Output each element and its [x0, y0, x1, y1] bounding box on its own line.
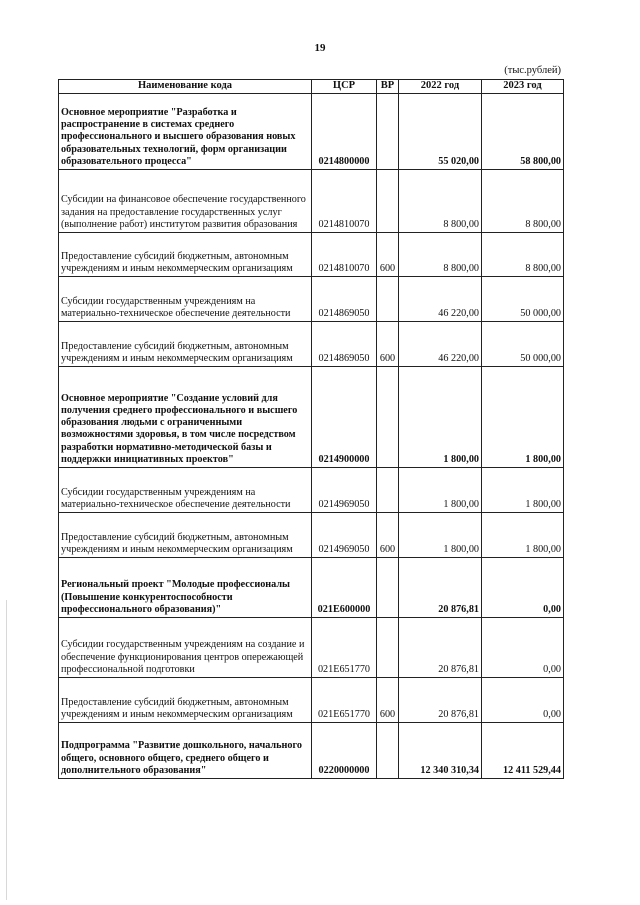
- row-2022: 20 876,81: [399, 558, 482, 618]
- row-name: Предоставление субсидий бюджетным, автономным учреждениям и иным некоммерческим организациям: [59, 678, 312, 723]
- row-2023: 1 800,00: [482, 367, 564, 468]
- table-row: [59, 170, 564, 233]
- header-name: Наименование кода: [59, 80, 312, 94]
- row-csr: 0214810070: [312, 170, 377, 233]
- row-2023: 58 800,00: [482, 94, 564, 170]
- row-name: Предоставление субсидий бюджетным, автономным учреждениям и иным некоммерческим организациям: [59, 513, 312, 558]
- row-name: Предоставление субсидий бюджетным, автономным учреждениям и иным некоммерческим организациям: [59, 322, 312, 367]
- row-2022: 8 800,00: [399, 233, 482, 277]
- table-row: [59, 513, 564, 558]
- row-vr: [377, 94, 399, 170]
- row-vr: 600: [377, 678, 399, 723]
- table-row: [59, 94, 564, 170]
- row-2023: 8 800,00: [482, 233, 564, 277]
- row-vr: 600: [377, 513, 399, 558]
- row-name: Субсидии государственным учреждениям на материально-техническое обеспечение деятельности: [59, 277, 312, 322]
- row-name: Предоставление субсидий бюджетным, автономным учреждениям и иным некоммерческим организациям: [59, 233, 312, 277]
- row-2022: 1 800,00: [399, 513, 482, 558]
- table-row: [59, 233, 564, 277]
- row-name: Субсидии на финансовое обеспечение государственного задания на предоставление государственных услуг (выполнение работ) институтом развития образования: [59, 170, 312, 233]
- row-csr: 0214869050: [312, 322, 377, 367]
- page-number: 19: [314, 42, 326, 54]
- row-2023: 1 800,00: [482, 468, 564, 513]
- row-2022: 46 220,00: [399, 277, 482, 322]
- row-name: Основное мероприятие "Разработка и распространение в системах среднего профессионального и высшего образования новых образовательных технологий, форм организации образовательного процесса": [59, 94, 312, 170]
- row-2023: 12 411 529,44: [482, 723, 564, 779]
- row-2022: 46 220,00: [399, 322, 482, 367]
- row-vr: [377, 367, 399, 468]
- row-2022: 1 800,00: [399, 367, 482, 468]
- row-csr: 0214810070: [312, 233, 377, 277]
- header-2022: 2022 год: [399, 80, 482, 94]
- table-row: [59, 468, 564, 513]
- row-csr: 0214969050: [312, 513, 377, 558]
- row-name: Основное мероприятие "Создание условий для получения среднего профессионального и высшего образования людьми с ограниченными возможностями здоровья, в том числе посредством разработки нормативно-методической базы и поддержки инициативных проектов": [59, 367, 312, 468]
- table-row: [59, 678, 564, 723]
- row-2022: 20 876,81: [399, 678, 482, 723]
- row-csr: 021E651770: [312, 678, 377, 723]
- table-row: [59, 367, 564, 468]
- row-2022: 12 340 310,34: [399, 723, 482, 779]
- table-header-row: [59, 80, 564, 94]
- units-label: (тыс.рублей): [504, 65, 561, 76]
- row-2022: 20 876,81: [399, 618, 482, 678]
- row-name: Региональный проект "Молодые профессионалы (Повышение конкурентоспособности профессионального образования)": [59, 558, 312, 618]
- table-row: [59, 558, 564, 618]
- row-vr: [377, 277, 399, 322]
- row-vr: [377, 558, 399, 618]
- row-csr: 0214800000: [312, 94, 377, 170]
- row-csr: 0220000000: [312, 723, 377, 779]
- row-vr: 600: [377, 322, 399, 367]
- header-csr: ЦСР: [312, 80, 377, 94]
- header-vr: ВР: [377, 80, 399, 94]
- row-2022: 8 800,00: [399, 170, 482, 233]
- row-csr: 0214900000: [312, 367, 377, 468]
- row-2023: 1 800,00: [482, 513, 564, 558]
- row-csr: 0214969050: [312, 468, 377, 513]
- table-row: [59, 618, 564, 678]
- row-2023: 0,00: [482, 618, 564, 678]
- row-vr: 600: [377, 233, 399, 277]
- table-row: [59, 322, 564, 367]
- row-2023: 50 000,00: [482, 277, 564, 322]
- table-row: [59, 277, 564, 322]
- row-2023: 50 000,00: [482, 322, 564, 367]
- row-2023: 0,00: [482, 678, 564, 723]
- row-name: Субсидии государственным учреждениям на создание и обеспечение функционирования центров опережающей профессиональной подготовки: [59, 618, 312, 678]
- row-name: Подпрограмма "Развитие дошкольного, начального общего, основного общего, среднего общего и дополнительного образования": [59, 723, 312, 779]
- row-2023: 0,00: [482, 558, 564, 618]
- header-2023: 2023 год: [482, 80, 564, 94]
- row-name: Субсидии государственным учреждениям на материально-техническое обеспечение деятельности: [59, 468, 312, 513]
- row-csr: 021E651770: [312, 618, 377, 678]
- row-csr: 0214869050: [312, 277, 377, 322]
- scan-edge-line: [6, 600, 7, 900]
- row-2022: 55 020,00: [399, 94, 482, 170]
- row-2022: 1 800,00: [399, 468, 482, 513]
- row-vr: [377, 618, 399, 678]
- row-csr: 021E600000: [312, 558, 377, 618]
- budget-table: [58, 79, 564, 779]
- row-2023: 8 800,00: [482, 170, 564, 233]
- row-vr: [377, 468, 399, 513]
- row-vr: [377, 170, 399, 233]
- table-row: [59, 723, 564, 779]
- row-vr: [377, 723, 399, 779]
